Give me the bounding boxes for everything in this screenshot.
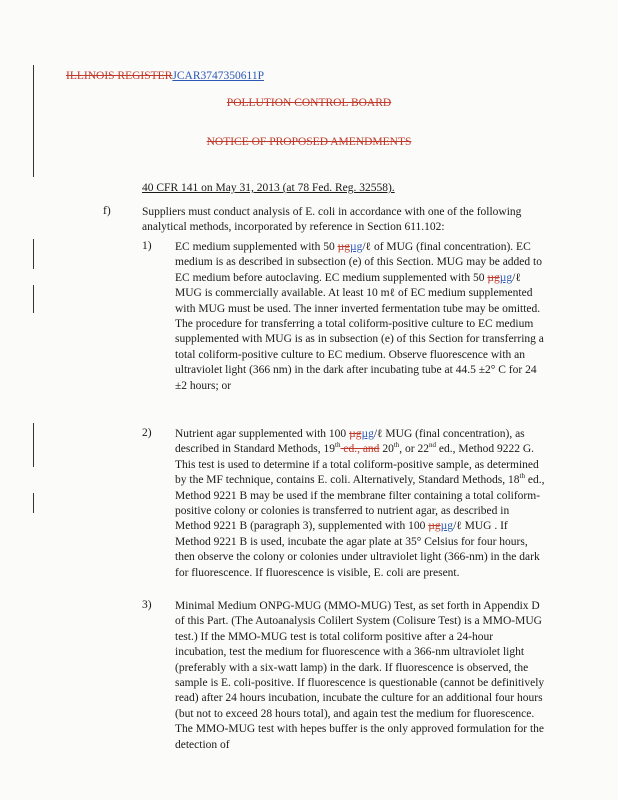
item-marker: 3) — [142, 599, 152, 611]
change-bar — [33, 65, 34, 177]
item-3-text: Minimal Medium ONPG-MUG (MMO-MUG) Test, as set forth in Appendix D of this Part. (The Autoanalysis Colilert System (Colisure Test) is a MMO-MUG test.) If the MMO-MUG test is total coliform positive after a 24-hour incubation, test the medium for fluorescence with a 366-nm ultraviolet light (preferably with a six-watt lamp) in the dark. If fluorescence is observed, the sample is E. coli-positive. If fluorescence is questionable (cannot be definitively read) after 24 hours incubation, incubate the culture for an additional four hours (but not to exceed 28 hours total), and again test the medium for fluorescence. The MMO-MUG test with hepes buffer is the only approved formulation for the detection of — [175, 600, 545, 751]
change-bar — [33, 285, 34, 313]
register-code-inserted: JCAR3747350611P — [172, 70, 264, 82]
item-marker: 2) — [142, 427, 152, 439]
item-1-text: EC medium supplemented with 50 µgµg/ℓ of MUG (final concentration). EC medium is as described in subsection (e) of this Section. MUG may be added to EC medium before autoclaving. EC medium supplemented with 50 µgµg/ℓ MUG is commercially available. At least 10 mℓ of EC medium supplemented with MUG must be used. The inner inverted fermentation tube may be omitted. The procedure for transferring a total coliform-positive culture to EC medium supplemented with MUG is as in subsection (e) of this Section for transferring a total coliform-positive culture to EC medium. Observe fluorescence with an ultraviolet light (366 nm) in the dark after incubating tube at 44.5 ±2° C for 24 ±2 hours; or — [175, 241, 544, 392]
register-header — [66, 70, 264, 82]
board-title: POLLUTION CONTROL BOARD — [226, 97, 392, 109]
item-marker: 1) — [142, 240, 152, 252]
change-bar — [33, 493, 34, 513]
register-title-deleted: ILLINOIS REGISTER — [66, 70, 173, 82]
change-bar — [33, 423, 34, 467]
section-f-text: Suppliers must conduct analysis of E. coli in accordance with one of the following analytical methods, incorporated by reference in Section 611.102: — [142, 206, 522, 234]
cfr-reference: 40 CFR 141 on May 31, 2013 (at 78 Fed. Reg. 32558). — [142, 182, 395, 194]
notice-title: NOTICE OF PROPOSED AMENDMENTS — [206, 136, 412, 148]
item-2-text: Nutrient agar supplemented with 100 µgµg/ℓ MUG (final concentration), as described in Standard Methods, 19th ed., and 20th, or 22nd ed., Method 9222 G. This test is used to determine if a total coliform-positive sample, as determined by the MF technique, contains E. coli. Alternatively, Standard Methods, 18th ed., Method 9221 B may be used if the membrane filter containing a total coliform-positive colony or colonies is transferred to nutrient agar, as described in Method 9221 B (paragraph 3), supplemented with 100 µgµg/ℓ MUG . If Method 9221 B is used, incubate the agar plate at 35° Celsius for four hours, then observe the colony or colonies under ultraviolet light (366-nm) in the dark for fluorescence. If fluorescence is visible, E. coli are present. — [175, 428, 545, 579]
change-bar — [33, 239, 34, 269]
section-marker: f) — [103, 205, 111, 217]
